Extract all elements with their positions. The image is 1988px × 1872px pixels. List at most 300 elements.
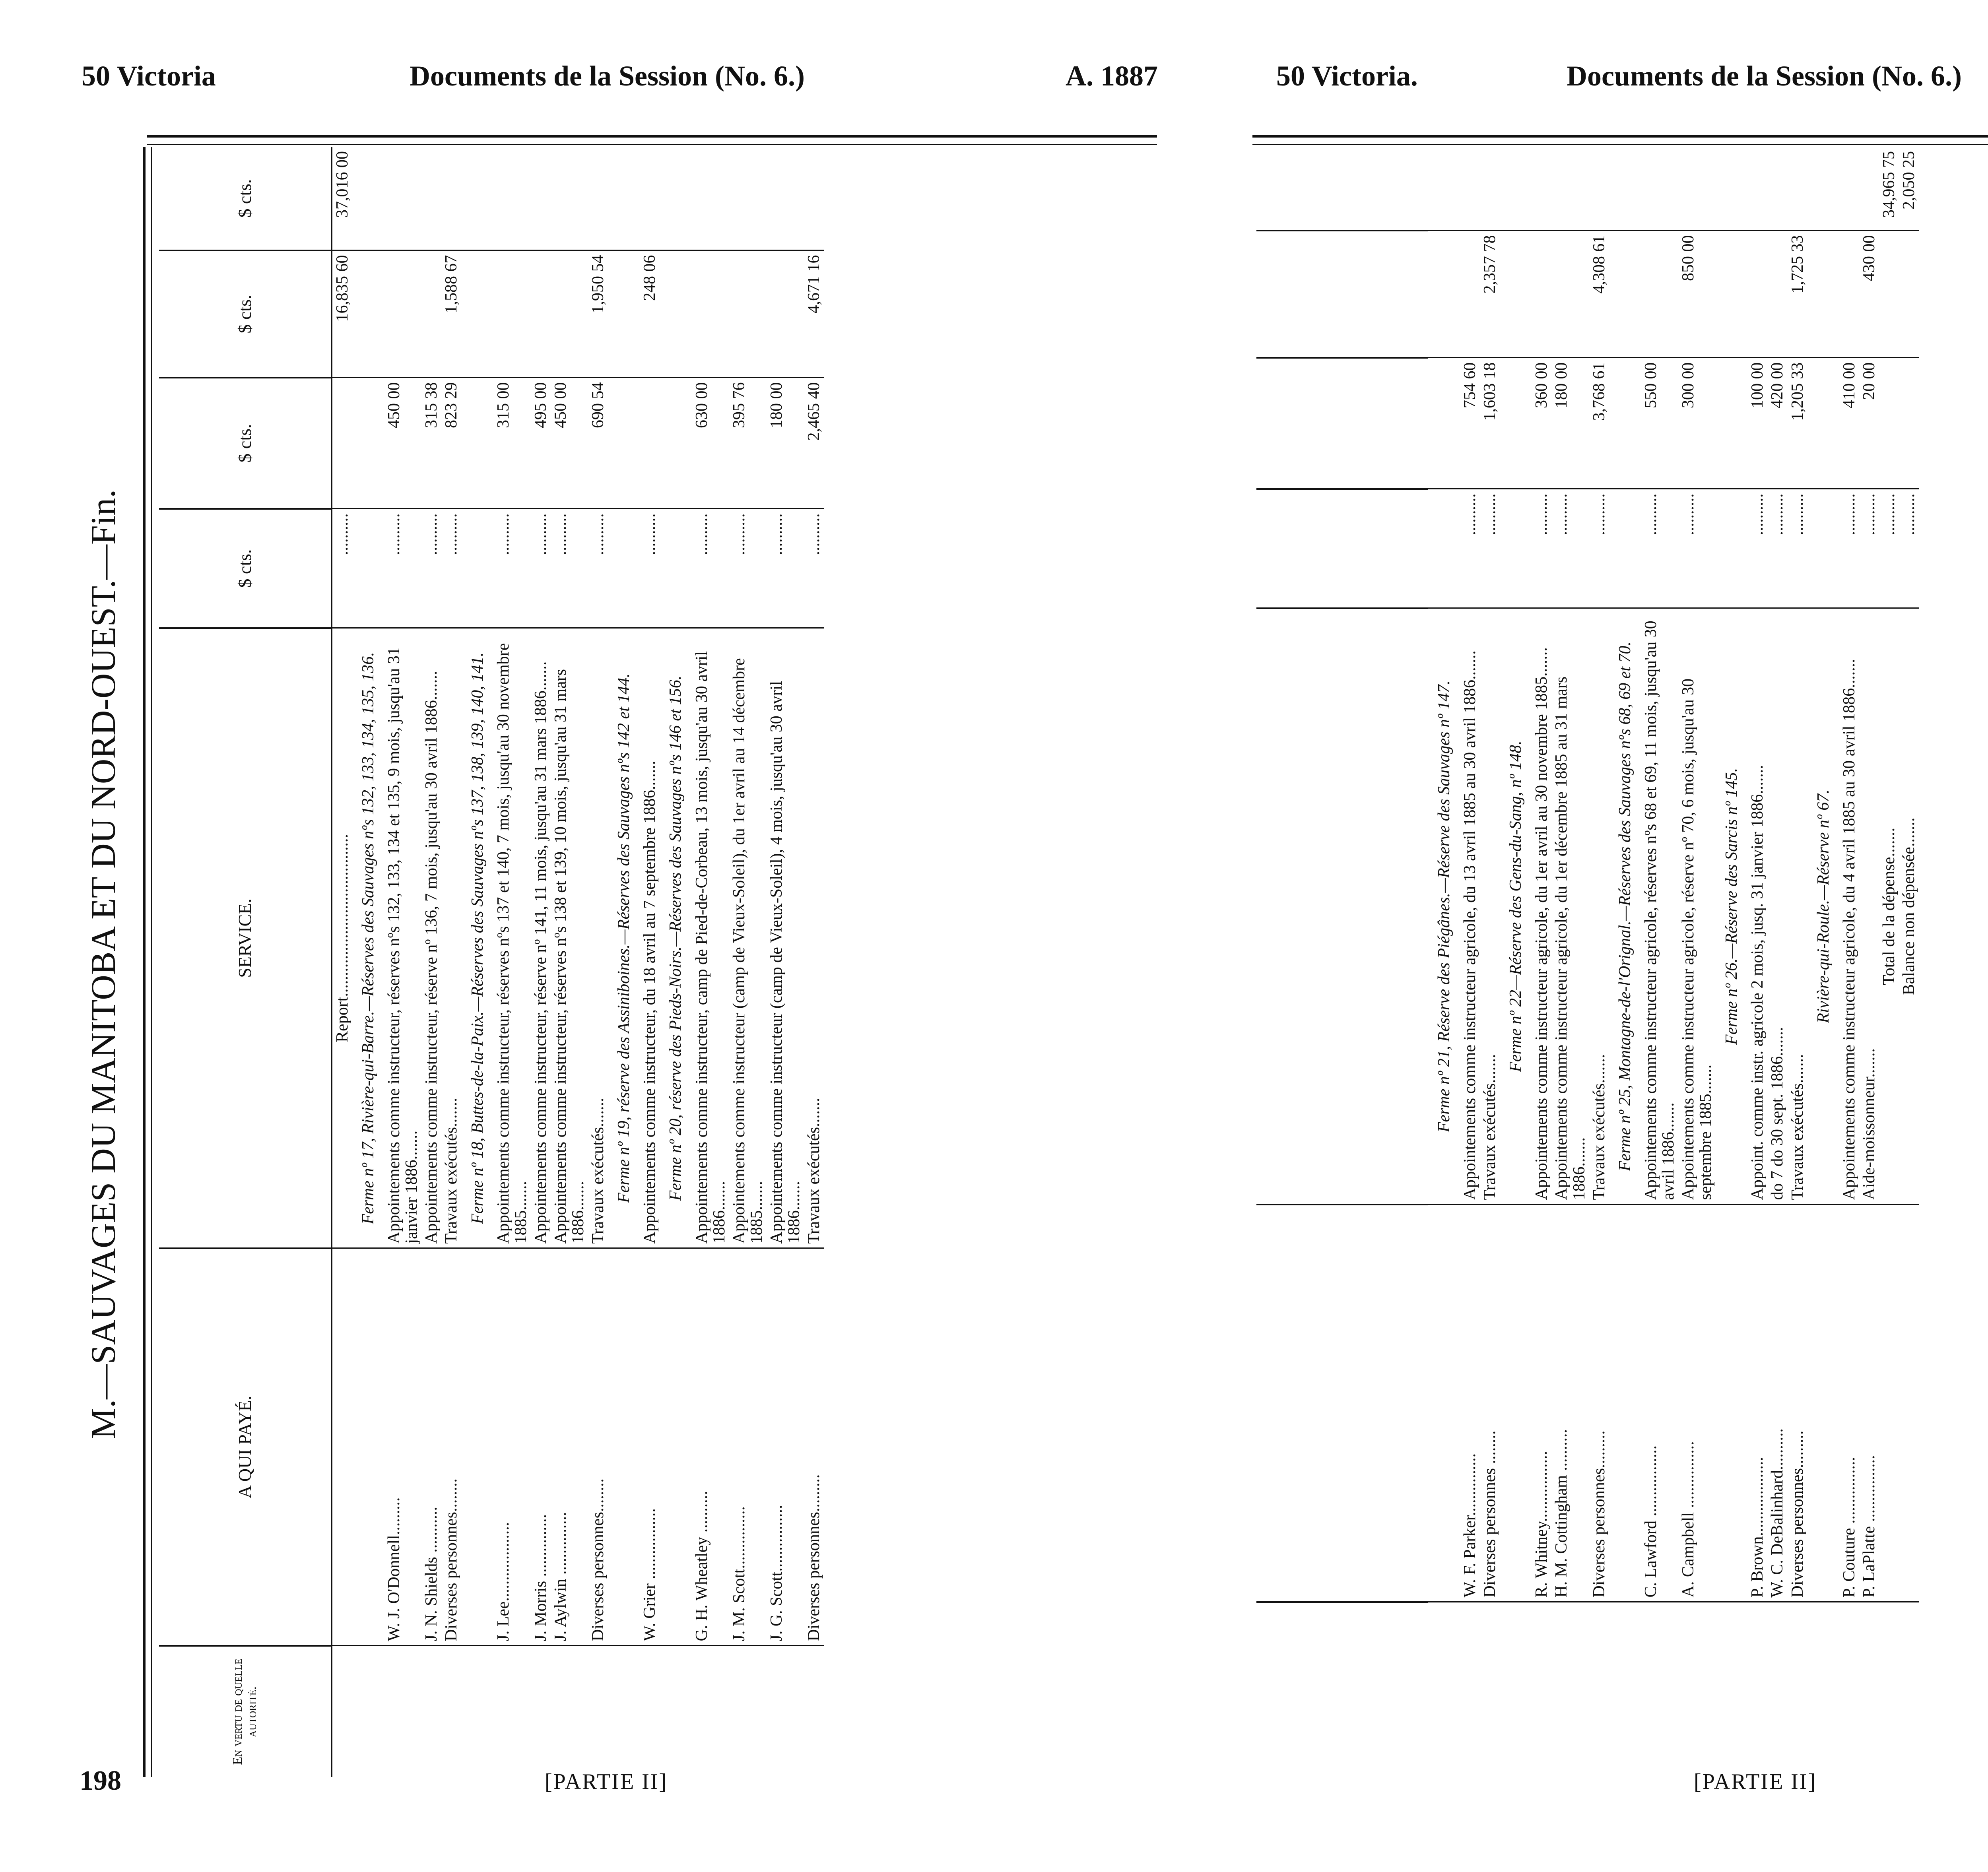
amount-col-2: 450 00	[384, 378, 421, 509]
section-heading-row	[1500, 147, 1532, 1682]
payee-name: W. F. Parker...............	[1460, 1205, 1480, 1602]
amount-col-1: ..........	[692, 509, 729, 628]
amount-cell	[1807, 231, 1839, 358]
amount-cell	[1428, 231, 1460, 358]
payee-name: H. M. Cottingham ..........	[1551, 1205, 1589, 1602]
right-col-amount-3	[1256, 231, 1428, 358]
amount-col-1: ..........	[1899, 489, 1919, 608]
authority-cell	[1899, 1602, 1919, 1682]
amount-col-2: 100 00	[1747, 358, 1767, 489]
table-row	[421, 147, 441, 1777]
right-ledger-table	[1256, 147, 1919, 1682]
amount-col-1: ..........	[1551, 489, 1589, 608]
amount-cell	[352, 378, 384, 509]
amount-cell	[1609, 489, 1641, 608]
section-heading-row	[1609, 147, 1641, 1682]
amount-col-2: 550 00	[1641, 358, 1678, 489]
amount-col-3	[1767, 231, 1787, 358]
amount-col-2: 180 00	[767, 378, 804, 509]
payee-name: P. Couture ................	[1839, 1205, 1859, 1602]
total-row	[1899, 147, 1919, 1682]
amount-col-4	[767, 147, 804, 250]
left-ledger-wrapper	[159, 147, 824, 1777]
amount-col-4	[1589, 147, 1609, 231]
amount-col-3	[1532, 231, 1551, 358]
amount-cell	[1716, 358, 1747, 489]
section-heading-row	[660, 147, 691, 1777]
service-description: Appointements comme instructeur, du 18 avril au 7 septembre 1886.......	[640, 628, 660, 1248]
amount-col-3	[1641, 231, 1678, 358]
left-doc-title: Documents de la Session (No. 6.)	[410, 60, 805, 92]
col-amount-2: $ cts.	[159, 378, 332, 509]
right-col-authority	[1256, 1602, 1428, 1682]
right-ledger-body	[1428, 147, 1919, 1682]
amount-cell	[1500, 231, 1532, 358]
section-heading-row	[1807, 147, 1839, 1682]
amount-col-1: ..........	[1460, 489, 1480, 608]
amount-col-1: ..........	[1678, 489, 1716, 608]
section-heading-row	[462, 147, 493, 1777]
amount-col-3	[551, 250, 588, 378]
left-year: A. 1887	[1066, 60, 1158, 92]
payee-name: C. Lawford .................	[1641, 1205, 1678, 1602]
amount-col-1: ..........	[493, 509, 531, 628]
right-session: 50 Victoria.	[1276, 60, 1418, 92]
amount-cell	[352, 147, 384, 250]
amount-cell	[352, 250, 384, 378]
amount-col-3	[729, 250, 767, 378]
table-row	[493, 147, 531, 1777]
left-ledger-table	[159, 147, 824, 1777]
amount-col-1: ..........	[1532, 489, 1551, 608]
service-description: Appointements comme instructeur, réserves nºs 137 et 140, 7 mois, jusqu'au 30 novembre 1885.......	[493, 628, 531, 1248]
right-part-label: [PARTIE II]	[1694, 1769, 1817, 1794]
amount-cell	[352, 509, 384, 628]
total-row	[1879, 147, 1899, 1682]
amount-col-4	[441, 147, 461, 250]
payee-cell	[660, 1248, 691, 1646]
authority-cell	[384, 1646, 421, 1777]
amount-col-3: 1,950 54	[588, 250, 608, 378]
authority-cell	[1480, 1602, 1500, 1682]
amount-col-1: ..........	[531, 509, 551, 628]
right-header-rule-thin	[1252, 144, 1988, 145]
table-row	[1460, 147, 1480, 1682]
payee-cell	[462, 1248, 493, 1646]
amount-col-4	[1859, 147, 1879, 231]
service-description: Appointements comme instructeur, réserve nº 136, 7 mois, jusqu'au 30 avril 1886.......	[421, 628, 441, 1248]
service-description: Aide-moissonneur.......	[1859, 608, 1879, 1205]
authority-cell	[767, 1646, 804, 1777]
right-header-rule	[1252, 135, 1988, 138]
payee-name	[332, 1248, 352, 1646]
authority-cell	[1589, 1602, 1609, 1682]
amount-col-1: ..........	[384, 509, 421, 628]
section-heading: Ferme nº 18, Buttes-de-la-Paix.—Réserves des Sauvages nºs 137, 138, 139, 140, 141.	[462, 628, 493, 1248]
left-header-row	[159, 147, 332, 1777]
amount-col-3: 4,308 61	[1589, 231, 1609, 358]
table-row	[441, 147, 461, 1777]
amount-col-2: 450 00	[551, 378, 588, 509]
payee-name: Diverses personnes........	[441, 1248, 461, 1646]
authority-cell	[551, 1646, 588, 1777]
authority-cell	[640, 1646, 660, 1777]
amount-col-4	[640, 147, 660, 250]
amount-col-4	[1532, 147, 1551, 231]
amount-cell	[1716, 231, 1747, 358]
payee-name: J. Morris ...............	[531, 1248, 551, 1646]
payee-cell	[352, 1248, 384, 1646]
authority-cell	[1460, 1602, 1480, 1682]
authority-cell	[1767, 1602, 1787, 1682]
authority-cell	[608, 1646, 640, 1777]
payee-name: J. N. Shields ...........	[421, 1248, 441, 1646]
authority-cell	[692, 1646, 729, 1777]
left-ledger-body	[332, 147, 824, 1777]
authority-cell	[441, 1646, 461, 1777]
amount-cell	[1428, 358, 1460, 489]
section-heading: Ferme nº 17, Rivière-qui-Barre.—Réserves des Sauvages nºs 132, 133, 134, 135, 136.	[352, 628, 384, 1248]
amount-col-1: ..........	[729, 509, 767, 628]
amount-col-1: ..........	[1879, 489, 1899, 608]
amount-col-2: 360 00	[1532, 358, 1551, 489]
amount-col-4	[588, 147, 608, 250]
amount-col-3: 248 06	[640, 250, 660, 378]
amount-col-1: ..........	[441, 509, 461, 628]
right-ledger-wrapper	[1256, 147, 1919, 1682]
service-description: Balance non dépensée.......	[1899, 608, 1919, 1205]
authority-cell	[1747, 1602, 1767, 1682]
amount-col-2	[640, 378, 660, 509]
amount-col-4: 2,050 25	[1899, 147, 1919, 231]
amount-col-3	[493, 250, 531, 378]
service-description: Appoint. comme instr. agricole 2 mois, jusq. 31 janvier 1886.......	[1747, 608, 1767, 1205]
amount-col-2: 3,768 61	[1589, 358, 1609, 489]
payee-name: W. J. O'Donnell.........	[384, 1248, 421, 1646]
payee-name: Diverses personnes.........	[804, 1248, 824, 1646]
amount-col-1: ..........	[1839, 489, 1859, 608]
amount-col-4	[1747, 147, 1767, 231]
payee-name: Diverses personnes.........	[1788, 1205, 1807, 1602]
amount-col-1: ..........	[551, 509, 588, 628]
amount-col-3	[692, 250, 729, 378]
left-header-rule-thin	[147, 144, 1157, 145]
amount-col-4	[804, 147, 824, 250]
amount-col-1: ..........	[1641, 489, 1678, 608]
amount-col-4	[1788, 147, 1807, 231]
left-session: 50 Victoria	[82, 60, 216, 92]
table-row	[531, 147, 551, 1777]
right-doc-title: Documents de la Session (No. 6.)	[1567, 60, 1962, 92]
left-frame-inner	[151, 147, 152, 1777]
service-description: Travaux exécutés.......	[1589, 608, 1609, 1205]
amount-col-4: 37,016 00	[332, 147, 352, 250]
service-description: Appointements comme instructeur, réserves nºs 138 et 139, 10 mois, jusqu'au 31 mars 1886.......	[551, 628, 588, 1248]
table-row	[804, 147, 824, 1777]
service-description: Appointements comme instructeur (camp de Vieux-Soleil), du 1er avril au 14 décembre 1885.......	[729, 628, 767, 1248]
amount-col-4	[1767, 147, 1787, 231]
authority-cell	[588, 1646, 608, 1777]
table-row	[640, 147, 660, 1777]
service-description: Travaux exécutés.......	[588, 628, 608, 1248]
right-col-amount-1	[1256, 489, 1428, 608]
amount-col-1: ..........	[1788, 489, 1807, 608]
amount-col-2: 754 60	[1460, 358, 1480, 489]
table-row	[1641, 147, 1678, 1682]
amount-col-2: 300 00	[1678, 358, 1716, 489]
payee-cell	[1807, 1205, 1839, 1602]
table-row	[332, 147, 352, 1777]
amount-col-2	[1899, 358, 1919, 489]
payee-name: Diverses personnes........	[588, 1248, 608, 1646]
authority-cell	[1678, 1602, 1716, 1682]
amount-cell	[660, 378, 691, 509]
amount-cell	[1807, 489, 1839, 608]
amount-col-3: 4,671 16	[804, 250, 824, 378]
authority-cell	[531, 1646, 551, 1777]
service-description: Appointements comme instructeur agricole, du 1er avril au 30 novembre 1885.......	[1532, 608, 1551, 1205]
amount-col-1: ..........	[1859, 489, 1879, 608]
amount-col-3	[1899, 231, 1919, 358]
section-title: M.—SAUVAGES DU MANITOBA ET DU NORD-OUEST.—Fin.	[84, 489, 123, 1439]
amount-col-1: ..........	[1589, 489, 1609, 608]
authority-cell	[352, 1646, 384, 1777]
col-amount-1: $ cts.	[159, 509, 332, 628]
amount-col-1: ..........	[640, 509, 660, 628]
table-row	[1678, 147, 1716, 1682]
payee-name	[1879, 1205, 1899, 1602]
authority-cell	[1859, 1602, 1879, 1682]
col-authority: En vertu de quelle autorité.	[159, 1646, 332, 1777]
amount-cell	[1500, 147, 1532, 231]
table-row	[1767, 147, 1787, 1682]
section-heading: Ferme nº 20, réserve des Pieds-Noirs.—Réserves des Sauvages nºs 146 et 156.	[660, 628, 691, 1248]
table-row	[692, 147, 729, 1777]
amount-col-2: 1,205 33	[1788, 358, 1807, 489]
section-heading: Ferme nº 26.—Réserve des Sarcis nº 145.	[1716, 608, 1747, 1205]
amount-col-4	[421, 147, 441, 250]
right-col-amount-4	[1256, 147, 1428, 231]
amount-cell	[1716, 489, 1747, 608]
amount-col-3	[421, 250, 441, 378]
service-description: Travaux exécutés.......	[1788, 608, 1807, 1205]
amount-col-3: 1,725 33	[1788, 231, 1807, 358]
amount-col-1: ..........	[1767, 489, 1787, 608]
amount-col-2: 495 00	[531, 378, 551, 509]
payee-name: G. H. Wheatley ..........	[692, 1248, 729, 1646]
table-row	[588, 147, 608, 1777]
payee-name: W. Grier .................	[640, 1248, 660, 1646]
section-heading: Ferme nº 22—Réserve des Gens-du-Sang, nº 148.	[1500, 608, 1532, 1205]
amount-col-4: 34,965 75	[1879, 147, 1899, 231]
amount-col-4	[1839, 147, 1859, 231]
amount-cell	[608, 378, 640, 509]
amount-col-1: ..........	[332, 509, 352, 628]
amount-col-2: 690 54	[588, 378, 608, 509]
service-description: Appointements comme instructeur, camp de Pied-de-Corbeau, 13 mois, jusqu'au 30 avril 1886.......	[692, 628, 729, 1248]
payee-name: P. Brown...................	[1747, 1205, 1767, 1602]
table-row	[1859, 147, 1879, 1682]
section-heading-row	[352, 147, 384, 1777]
payee-name: Diverses personnes ........	[1480, 1205, 1500, 1602]
amount-cell	[1428, 147, 1460, 231]
table-row	[384, 147, 421, 1777]
authority-cell	[1532, 1602, 1551, 1682]
table-row	[1589, 147, 1609, 1682]
amount-col-4	[1480, 147, 1500, 231]
payee-cell	[1609, 1205, 1641, 1602]
amount-cell	[1716, 147, 1747, 231]
authority-cell	[1428, 1602, 1460, 1682]
authority-cell	[493, 1646, 531, 1777]
amount-col-4	[1641, 147, 1678, 231]
authority-cell	[660, 1646, 691, 1777]
authority-cell	[332, 1646, 352, 1777]
amount-cell	[1807, 358, 1839, 489]
amount-col-2: 630 00	[692, 378, 729, 509]
table-row	[1747, 147, 1767, 1682]
table-row	[1532, 147, 1551, 1682]
authority-cell	[1879, 1602, 1899, 1682]
amount-col-2: 315 38	[421, 378, 441, 509]
amount-col-3: 2,357 78	[1480, 231, 1500, 358]
authority-cell	[1839, 1602, 1859, 1682]
amount-cell	[608, 147, 640, 250]
amount-col-3	[767, 250, 804, 378]
service-description: Total de la dépense.......	[1879, 608, 1899, 1205]
table-row	[1551, 147, 1589, 1682]
authority-cell	[1551, 1602, 1589, 1682]
left-header-rule	[147, 135, 1157, 138]
table-row	[767, 147, 804, 1777]
authority-cell	[729, 1646, 767, 1777]
amount-cell	[1609, 147, 1641, 231]
amount-col-3: 850 00	[1678, 231, 1716, 358]
authority-cell	[1716, 1602, 1747, 1682]
section-heading-row	[1716, 147, 1747, 1682]
service-description: Appointements comme instructeur agricole, du 4 avril 1885 au 30 avril 1886.......	[1839, 608, 1859, 1205]
authority-cell	[1500, 1602, 1532, 1682]
right-col-service	[1256, 608, 1428, 1205]
amount-col-2: 2,465 40	[804, 378, 824, 509]
service-description: Appointements comme instructeur, réserve nº 141, 11 mois, jusqu'au 31 mars 1886.......	[531, 628, 551, 1248]
amount-col-1: ..........	[421, 509, 441, 628]
service-description: Appointements comme instructeur (camp de Vieux-Soleil), 4 mois, jusqu'au 30 avril 1886.......	[767, 628, 804, 1248]
right-header-row	[1256, 147, 1428, 1682]
left-frame-outer	[143, 147, 146, 1777]
amount-col-3	[531, 250, 551, 378]
amount-cell	[462, 378, 493, 509]
service-description: Appointements comme instructeur agricole, du 13 avril 1885 au 30 avril 1886.......	[1460, 608, 1480, 1205]
amount-col-4	[531, 147, 551, 250]
amount-col-4	[493, 147, 531, 250]
authority-cell	[1788, 1602, 1807, 1682]
amount-col-3	[1551, 231, 1589, 358]
amount-cell	[1807, 147, 1839, 231]
payee-cell	[1500, 1205, 1532, 1602]
table-row	[729, 147, 767, 1777]
amount-col-4	[1678, 147, 1716, 231]
amount-col-2: 420 00	[1767, 358, 1787, 489]
amount-col-2: 1,603 18	[1480, 358, 1500, 489]
left-part-label: [PARTIE II]	[545, 1769, 668, 1794]
service-description: Appointements comme instructeur agricole, réserves nºs 68 et 69, 11 mois, jusqu'au 30 avril 1886.......	[1641, 608, 1678, 1205]
amount-col-3	[1460, 231, 1480, 358]
right-col-amount-2	[1256, 358, 1428, 489]
payee-name	[1899, 1205, 1919, 1602]
service-description: do 7 do 30 sept. 1886.......	[1767, 608, 1787, 1205]
amount-col-2: 315 00	[493, 378, 531, 509]
authority-cell	[1609, 1602, 1641, 1682]
service-description: Travaux exécutés.......	[804, 628, 824, 1248]
authority-cell	[1807, 1602, 1839, 1682]
amount-col-3	[1747, 231, 1767, 358]
col-service: SERVICE.	[159, 628, 332, 1248]
amount-cell	[660, 509, 691, 628]
section-heading: Ferme nº 21, Réserve des Piégânes.—Réserve des Sauvages nº 147.	[1428, 608, 1460, 1205]
authority-cell	[804, 1646, 824, 1777]
amount-col-4	[384, 147, 421, 250]
service-description: Appointements comme instructeur agricole, réserve nº 70, 6 mois, jusqu'au 30 septembre 1885.......	[1678, 608, 1716, 1205]
payee-name: W. C. DeBalinhard..........	[1767, 1205, 1787, 1602]
table-row	[1788, 147, 1807, 1682]
amount-col-4	[729, 147, 767, 250]
amount-col-3	[384, 250, 421, 378]
payee-name: Diverses personnes.........	[1589, 1205, 1609, 1602]
section-heading-row	[1428, 147, 1460, 1682]
payee-cell	[1716, 1205, 1747, 1602]
payee-name: R. Whitney.................	[1532, 1205, 1551, 1602]
payee-name: J. M. Scott...............	[729, 1248, 767, 1646]
amount-col-1: ..........	[767, 509, 804, 628]
amount-col-3	[1839, 231, 1859, 358]
service-description: Appointements comme instructeur, réserves nºs 132, 133, 134 et 135, 9 mois, jusqu'au 31 janvier 1886.......	[384, 628, 421, 1248]
amount-cell	[660, 250, 691, 378]
amount-col-1: ..........	[1747, 489, 1767, 608]
table-row	[1839, 147, 1859, 1682]
payee-name: P. LaPlatte ................	[1859, 1205, 1879, 1602]
amount-cell	[608, 250, 640, 378]
service-description: Report.......................................	[332, 628, 352, 1248]
amount-col-1: ..........	[588, 509, 608, 628]
amount-col-4	[1460, 147, 1480, 231]
service-description: Travaux exécutés.......	[1480, 608, 1500, 1205]
section-heading: Ferme nº 25, Montagne-de-l'Orignal.—Réserves des Sauvages nºs 68, 69 et 70.	[1609, 608, 1641, 1205]
amount-col-2: 20 00	[1859, 358, 1879, 489]
amount-cell	[1609, 231, 1641, 358]
col-payee: A QUI PAYÉ.	[159, 1248, 332, 1646]
amount-col-3	[1879, 231, 1899, 358]
amount-col-4	[1551, 147, 1589, 231]
amount-col-4	[551, 147, 588, 250]
amount-col-3: 16,835 60	[332, 250, 352, 378]
amount-col-2	[1879, 358, 1899, 489]
amount-cell	[1500, 489, 1532, 608]
amount-cell	[462, 147, 493, 250]
amount-col-3: 1,588 67	[441, 250, 461, 378]
service-description: Travaux exécutés.......	[441, 628, 461, 1248]
amount-col-2: 180 00	[1551, 358, 1589, 489]
payee-cell	[608, 1248, 640, 1646]
authority-cell	[1641, 1602, 1678, 1682]
amount-cell	[1500, 358, 1532, 489]
payee-name: A. Campbell ................	[1678, 1205, 1716, 1602]
payee-name: J. Aylwin ...............	[551, 1248, 588, 1646]
section-heading: Rivière-qui-Roule.—Réserve nº 67.	[1807, 608, 1839, 1205]
amount-col-2: 395 76	[729, 378, 767, 509]
payee-name: J. G. Scott................	[767, 1248, 804, 1646]
amount-col-2	[332, 378, 352, 509]
